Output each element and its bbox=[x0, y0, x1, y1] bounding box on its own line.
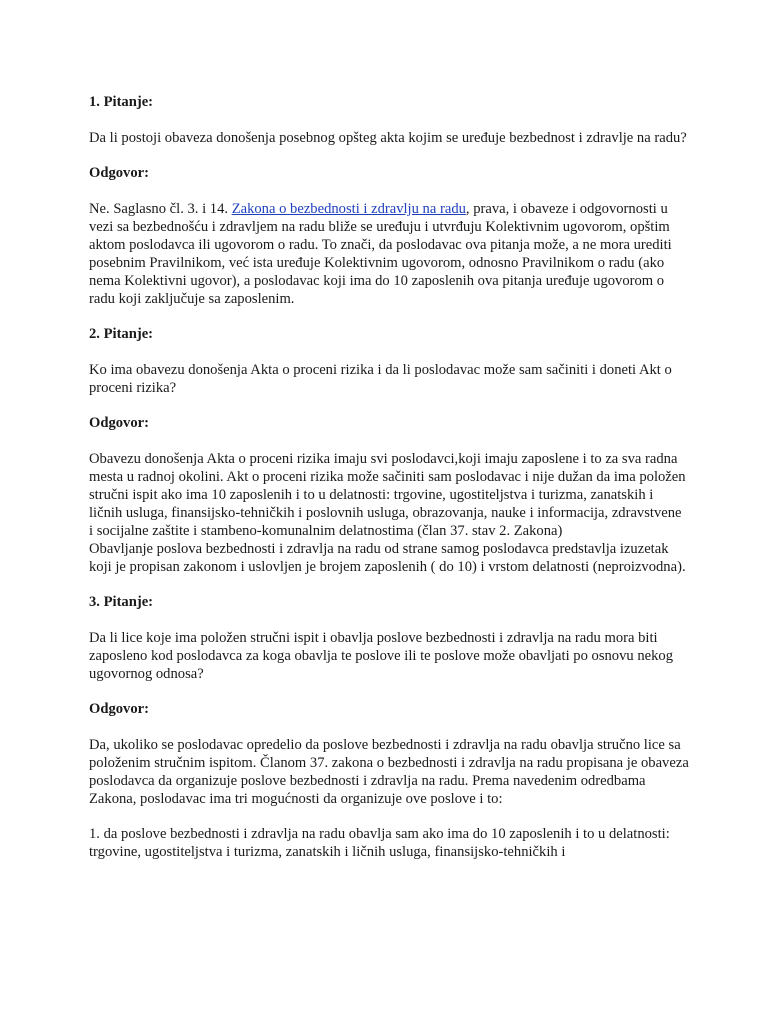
answer-2-paragraph-2: Obavljanje poslova bezbednosti i zdravlja na radu od strane samog poslodavca predstavlja izuzetak koji je propisan zakonom i uslovljen je brojem zaposlenih ( do 10) i vrstom delatnosti (neproizvodna). bbox=[89, 541, 686, 575]
law-link[interactable]: Zakona o bezbednosti i zdravlju na radu bbox=[231, 201, 466, 217]
question-3-heading: 3. Pitanje: bbox=[89, 594, 154, 610]
question-1-text: Da li postoji obaveza donošenja posebnog opšteg akta kojim se uređuje bezbednost i zdravlje na radu? bbox=[89, 130, 687, 146]
answer-1-heading: Odgovor: bbox=[89, 165, 149, 181]
answer-2-paragraph-1: Obavezu donošenja Akta o proceni rizika imaju svi poslodavci,koji imaju zaposlene i to za sva radna mesta u radnoj okolini. Akt o proceni rizika može sačiniti sam poslodavac i nije dužan da ima položen stručni ispit ako ima 10 zaposlenih i to u delatnosti: trgovine, ugostiteljstva i turizma, zanatskih i ličnih usluga, finansijsko-tehničkih i poslovnih usluga, obrazovanja, nauke i informacija, zdravstvene i socijalne zaštite i stambeno-komunalnim delatnostima (član 37. stav 2. Zakona) bbox=[89, 451, 686, 539]
question-1-heading: 1. Pitanje: bbox=[89, 94, 154, 110]
answer-1-text-end: , prava, i obaveze i odgovornosti u vezi sa bezbednošću i zdravljem na radu bliže se uređuju i utvrđuju Kolektivnim ugovorom, opštim aktom poslodavca ili ugovorom o radu. To znači, da poslodavac ova pitanja može, a ne mora urediti posebnim Pravilnikom, već ista uređuje Kolektivnim ugovorom, odnosno Pravilnikom o radu (ako nema Kolektivni ugovor), a poslodavac koji ima do 10 zaposlenih ova pitanja uređuje ugovorom o radu koji zaključuje sa zaposlenim. bbox=[89, 201, 672, 307]
answer-2-heading: Odgovor: bbox=[89, 415, 149, 431]
question-2-section bbox=[89, 325, 689, 593]
answer-1-text bbox=[89, 200, 689, 308]
question-2-text: Ko ima obavezu donošenja Akta o proceni rizika i da li poslodavac može sam sačiniti i doneti Akt o proceni rizika? bbox=[89, 362, 672, 396]
question-1-section bbox=[89, 93, 689, 325]
answer-3-paragraph-2: 1. da poslove bezbednosti i zdravlja na radu obavlja sam ako ima do 10 zaposlenih i to u delatnosti: trgovine, ugostiteljstva i turizma, zanatskih i ličnih usluga, finansijsko-tehničkih i bbox=[89, 826, 670, 860]
question-3-text: Da li lice koje ima položen stručni ispit i obavlja poslove bezbednosti i zdravlja na radu mora biti zaposleno kod poslodavca za koga obavlja te poslove ili te poslove može obavljati po osnovu nekog ugovornog odnosa? bbox=[89, 630, 674, 682]
question-2-heading: 2. Pitanje: bbox=[89, 326, 154, 342]
answer-1-text-start: Ne. Saglasno čl. 3. i 14. bbox=[89, 201, 232, 217]
question-3-section bbox=[89, 593, 689, 861]
answer-3-paragraph-1: Da, ukoliko se poslodavac opredelio da poslove bezbednosti i zdravlja na radu obavlja stručno lice sa položenim stručnim ispitom. Članom 37. zakona o bezbednosti i zdravlja na radu propisana je obaveza poslodavca da organizuje poslove bezbednosti i zdravlja na radu. Prema navedenim odredbama Zakona, poslodavac ima tri mogućnosti da organizuje ove poslove i to: bbox=[89, 737, 689, 807]
answer-3-heading: Odgovor: bbox=[89, 701, 149, 717]
document-page bbox=[89, 93, 689, 861]
